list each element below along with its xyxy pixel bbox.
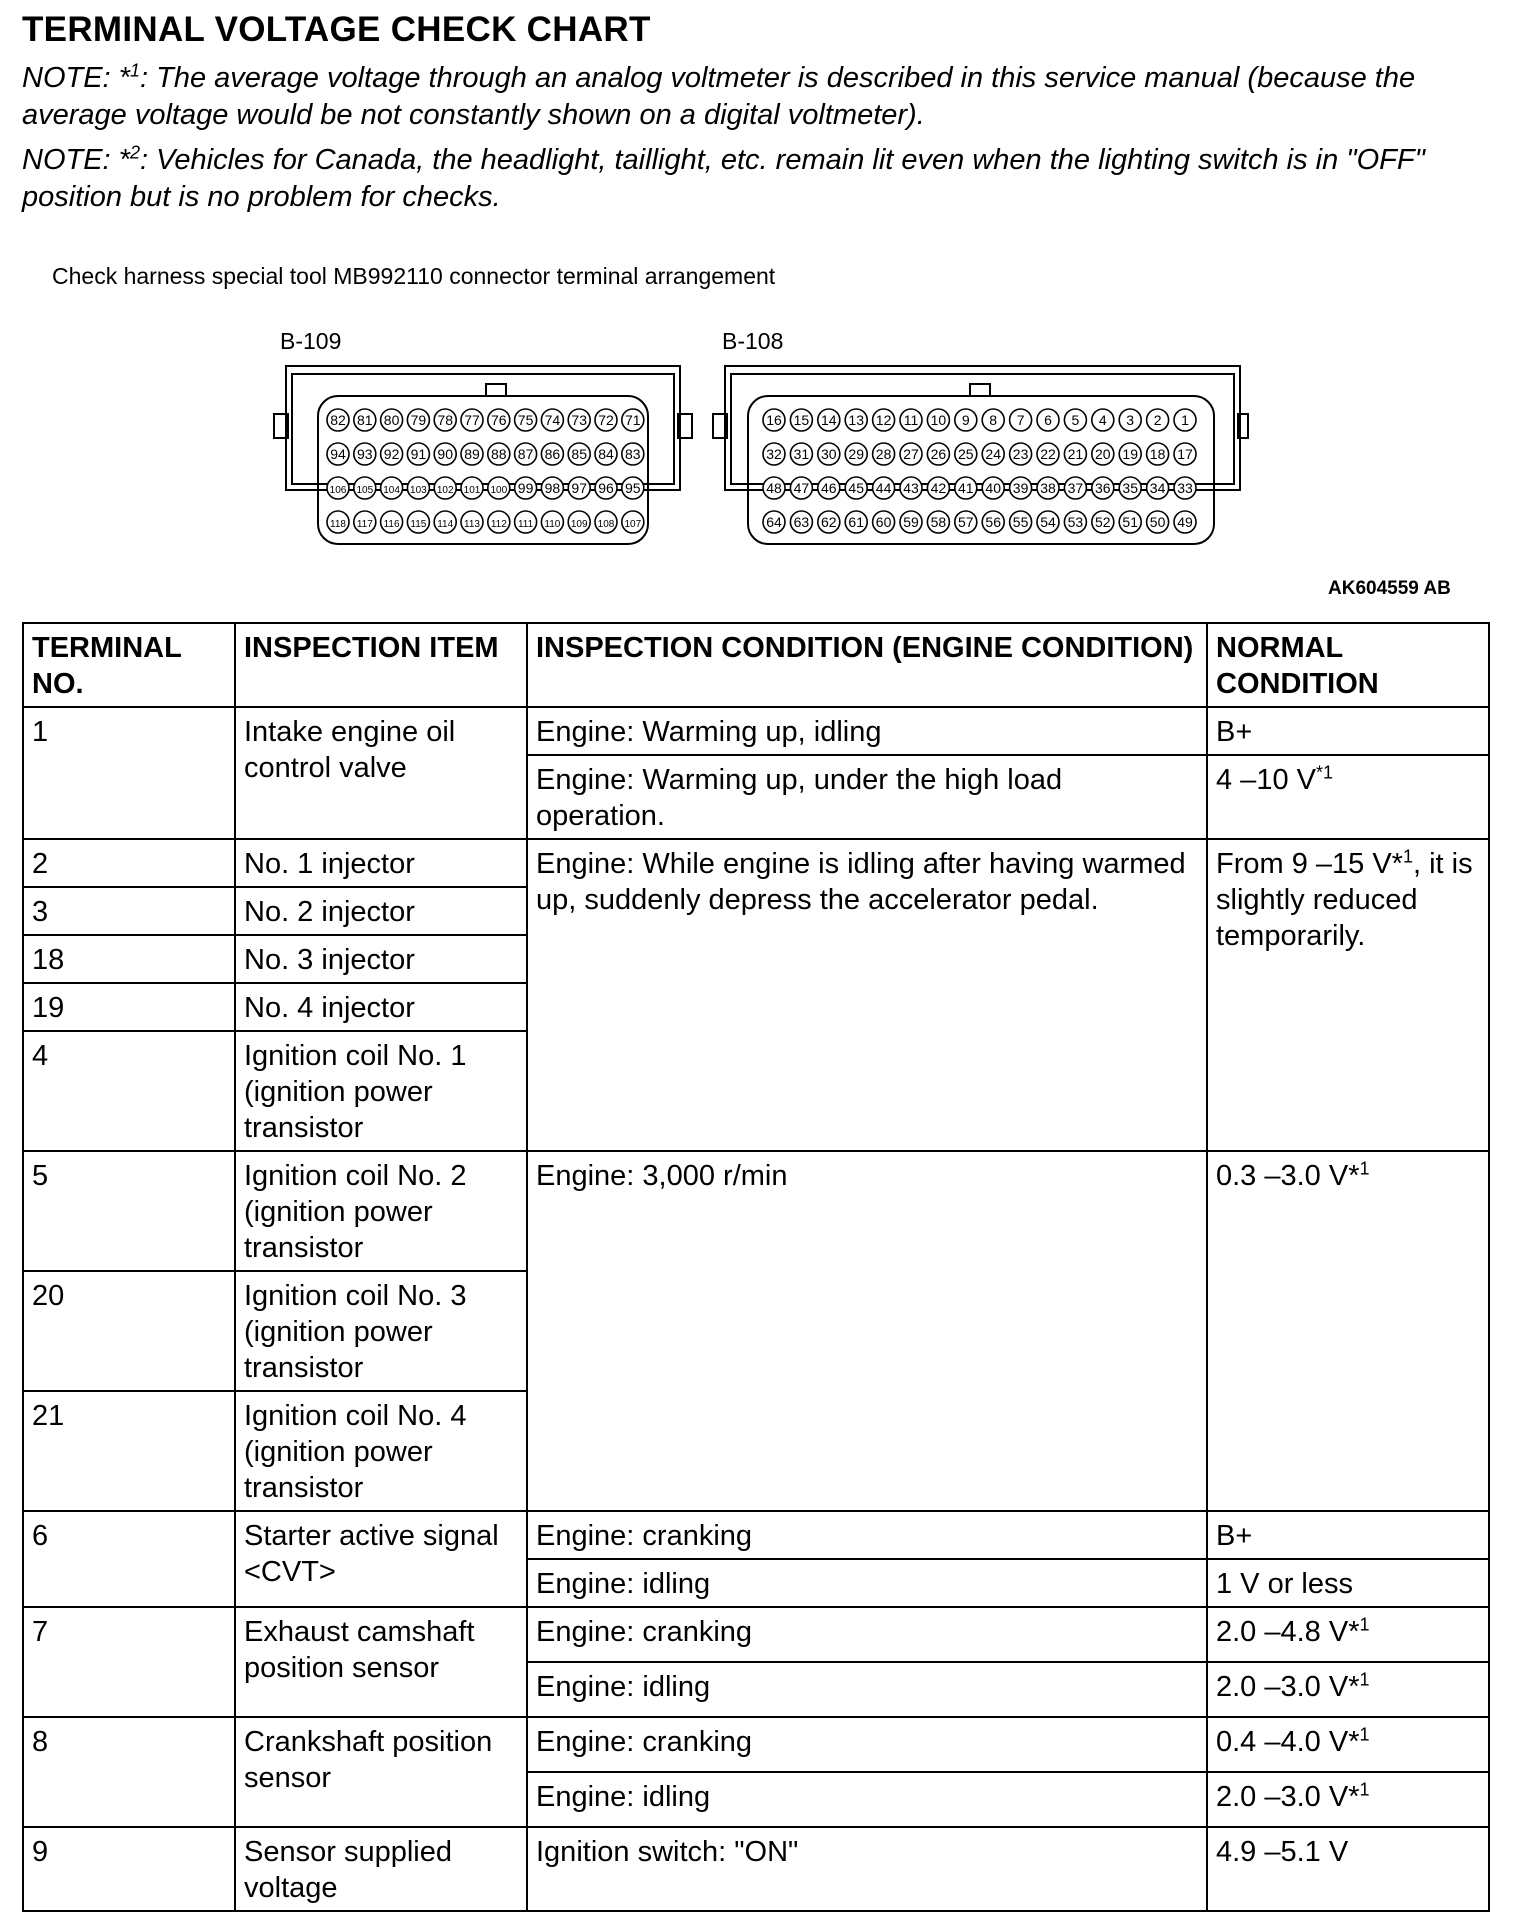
terminal-pin-label: 81 [357, 412, 373, 428]
note-2: NOTE: *$^2$: Vehicles for Canada, the headlight, taillight, etc. remain lit even when the lighting switch is in "OFF" position but is no problem for checks. [22, 142, 1425, 213]
item-cell: Exhaust camshaft position sensor [235, 1607, 527, 1717]
terminal-pin-label: 63 [793, 514, 810, 530]
terminal-pin-label: 14 [821, 412, 837, 428]
item-cell: Sensor supplied voltage [235, 1827, 527, 1911]
terminal-cell: 7 [23, 1607, 235, 1717]
normal-cell-injectors: From 9 –15 V*$^1$, it is slightly reduced temporarily. [1207, 839, 1489, 1151]
terminal-pin-label: 95 [625, 480, 641, 496]
terminal-pin-label: 106 [329, 485, 347, 496]
normal-cell: B+ [1207, 707, 1489, 755]
terminal-pin-label: 93 [357, 446, 373, 462]
terminal-cell: 8 [23, 1717, 235, 1827]
item-cell: No. 1 injector [235, 839, 527, 887]
terminal-cell: 4 [23, 1031, 235, 1151]
terminal-pin-label: 98 [544, 480, 561, 496]
terminal-pin-label: 59 [903, 514, 919, 530]
terminal-pin-label: 115 [410, 519, 427, 530]
terminal-pin-label: 3 [1126, 412, 1135, 428]
terminal-pin-label: 107 [624, 519, 642, 530]
terminal-pin-label: 55 [1012, 514, 1029, 530]
terminal-pin-label: 23 [1012, 446, 1029, 462]
terminal-pin-label: 42 [930, 480, 947, 496]
normal-cell: 4.9 –5.1 V [1207, 1827, 1489, 1911]
terminal-pin-label: 16 [766, 412, 782, 428]
terminal-pin-label: 80 [383, 412, 400, 428]
terminal-pin-label: 72 [598, 412, 614, 428]
terminal-pin-label: 24 [985, 446, 1001, 462]
condition-cell: Engine: idling [527, 1559, 1207, 1607]
terminal-pin-label: 37 [1067, 480, 1084, 496]
terminal-cell: 6 [23, 1511, 235, 1607]
terminal-pin-label: 47 [793, 480, 810, 496]
terminal-pin-label: 40 [985, 480, 1001, 496]
terminal-pin-label: 45 [848, 480, 864, 496]
normal-cell: 2.0 –3.0 V*$^1$ [1207, 1662, 1489, 1717]
item-cell: Starter active signal <CVT> [235, 1511, 527, 1607]
terminal-pin-label: 78 [437, 412, 453, 428]
terminal-pin-label: 77 [464, 412, 480, 428]
terminal-pin-label: 50 [1149, 514, 1166, 530]
terminal-pin-label: 58 [930, 514, 947, 530]
terminal-pin-label: 53 [1067, 514, 1084, 530]
terminal-pin-label: 84 [598, 446, 614, 462]
header-inspection-condition: INSPECTION CONDITION (ENGINE CONDITION) [527, 623, 1207, 707]
normal-cell-ignition: 0.3 –3.0 V*$^1$ [1207, 1151, 1489, 1511]
terminal-pin-label: 85 [571, 446, 587, 462]
item-cell: Intake engine oil control valve [235, 707, 527, 839]
terminal-pin-label: 114 [437, 519, 454, 530]
terminal-pin-label: 9 [961, 412, 970, 428]
terminal-pin-label: 105 [356, 485, 374, 496]
terminal-pin-label: 10 [930, 412, 947, 428]
terminal-pin-label: 11 [903, 412, 919, 428]
condition-cell: Engine: cranking [527, 1717, 1207, 1772]
terminal-pin-label: 49 [1177, 514, 1193, 530]
condition-cell-ignition: Engine: 3,000 r/min [527, 1151, 1207, 1511]
terminal-pin-label: 116 [383, 519, 400, 530]
terminal-pin-label: 79 [410, 412, 427, 428]
terminal-pin-label: 87 [517, 446, 534, 462]
item-cell: Crankshaft position sensor [235, 1717, 527, 1827]
terminal-pin-label: 33 [1177, 480, 1193, 496]
table-row [23, 839, 1489, 887]
terminal-pin-label: 94 [330, 446, 346, 462]
condition-cell: Engine: Warming up, under the high load operation. [527, 755, 1207, 839]
terminal-pin-label: 90 [437, 446, 453, 462]
table-header-row [23, 623, 1489, 707]
terminal-pin-label: 86 [544, 446, 561, 462]
terminal-pin-label: 19 [1122, 446, 1138, 462]
header-terminal-no: TERMINAL NO. [23, 623, 235, 707]
terminal-pin-label: 76 [491, 412, 507, 428]
header-normal-condition: NORMAL CONDITION [1207, 623, 1489, 707]
table-row [23, 1607, 1489, 1662]
terminal-pin-label: 113 [464, 519, 480, 530]
terminal-pin-label: 83 [625, 446, 641, 462]
normal-cell: 2.0 –4.8 V*$^1$ [1207, 1607, 1489, 1662]
figure-id: AK604559 AB [1328, 578, 1451, 599]
item-cell: No. 3 injector [235, 935, 527, 983]
terminal-pin-label: 110 [544, 519, 561, 530]
terminal-pin-label: 82 [330, 412, 346, 428]
connector-b108-pins [763, 409, 1196, 533]
terminal-pin-label: 100 [490, 485, 508, 496]
terminal-pin-label: 48 [766, 480, 782, 496]
normal-cell: 1 V or less [1207, 1559, 1489, 1607]
condition-cell: Engine: Warming up, idling [527, 707, 1207, 755]
table-row [23, 1511, 1489, 1559]
terminal-cell: 19 [23, 983, 235, 1031]
normal-cell: 0.4 –4.0 V*$^1$ [1207, 1717, 1489, 1772]
terminal-pin-label: 61 [848, 514, 864, 530]
terminal-pin-label: 64 [766, 514, 782, 530]
condition-cell: Ignition switch: "ON" [527, 1827, 1207, 1911]
terminal-pin-label: 117 [356, 519, 373, 530]
terminal-pin-label: 27 [903, 446, 919, 462]
terminal-pin-label: 91 [410, 446, 427, 462]
terminal-pin-label: 75 [517, 412, 534, 428]
terminal-pin-label: 97 [571, 480, 587, 496]
terminal-pin-label: 118 [330, 519, 346, 530]
terminal-pin-label: 20 [1095, 446, 1111, 462]
terminal-pin-label: 7 [1016, 412, 1025, 428]
terminal-pin-label: 111 [517, 519, 534, 530]
terminal-pin-label: 29 [848, 446, 864, 462]
figure-caption: Check harness special tool MB992110 connector terminal arrangement [52, 263, 776, 289]
terminal-cell: 1 [23, 707, 235, 839]
terminal-pin-label: 41 [958, 480, 974, 496]
condition-cell: Engine: cranking [527, 1607, 1207, 1662]
condition-cell-injectors: Engine: While engine is idling after having warmed up, suddenly depress the accelerator pedal. [527, 839, 1207, 1151]
terminal-pin-label: 44 [875, 480, 892, 496]
terminal-pin-label: 96 [598, 480, 614, 496]
terminal-pin-label: 108 [597, 519, 615, 530]
normal-cell: 2.0 –3.0 V*$^1$ [1207, 1772, 1489, 1827]
condition-cell: Engine: cranking [527, 1511, 1207, 1559]
terminal-pin-label: 36 [1095, 480, 1111, 496]
terminal-pin-label: 5 [1071, 412, 1080, 428]
terminal-pin-label: 71 [625, 412, 641, 428]
terminal-pin-label: 52 [1095, 514, 1111, 530]
terminal-pin-label: 109 [570, 519, 588, 530]
item-cell: No. 4 injector [235, 983, 527, 1031]
terminal-pin-label: 74 [544, 412, 561, 428]
terminal-pin-label: 62 [821, 514, 837, 530]
terminal-pin-label: 102 [436, 485, 454, 496]
terminal-pin-label: 103 [410, 485, 427, 496]
terminal-pin-label: 99 [517, 480, 534, 496]
terminal-pin-label: 25 [958, 446, 974, 462]
terminal-cell: 21 [23, 1391, 235, 1511]
normal-cell: B+ [1207, 1511, 1489, 1559]
header-inspection-item: INSPECTION ITEM [235, 623, 527, 707]
terminal-pin-label: 8 [989, 412, 998, 428]
terminal-pin-label: 101 [463, 485, 481, 496]
connector-diagram [270, 360, 1250, 560]
terminal-cell: 3 [23, 887, 235, 935]
terminal-pin-label: 43 [903, 480, 919, 496]
condition-cell: Engine: idling [527, 1772, 1207, 1827]
terminal-cell: 18 [23, 935, 235, 983]
terminal-pin-label: 1 [1181, 412, 1189, 428]
table-row [23, 1827, 1489, 1911]
normal-cell: 4 –10 $V^{*1}$ [1207, 755, 1489, 839]
terminal-pin-label: 4 [1098, 412, 1107, 428]
terminal-pin-label: 51 [1122, 514, 1138, 530]
table-row [23, 1717, 1489, 1772]
note-1: NOTE: *$^1$: The average voltage through an analog voltmeter is described in this service manual (because the average voltage would be not constantly shown on a digital voltmeter). [22, 60, 1416, 131]
terminal-pin-label: 30 [821, 446, 837, 462]
terminal-pin-label: 35 [1122, 480, 1138, 496]
terminal-voltage-table [22, 622, 1490, 1912]
terminal-pin-label: 34 [1149, 480, 1166, 496]
terminal-pin-label: 26 [930, 446, 947, 462]
terminal-pin-label: 17 [1177, 446, 1193, 462]
item-cell: Ignition coil No. 4 (ignition power transistor [235, 1391, 527, 1511]
terminal-pin-label: 2 [1153, 412, 1162, 428]
connector-b109-pins [327, 409, 644, 533]
item-cell: Ignition coil No. 2 (ignition power transistor [235, 1151, 527, 1271]
terminal-pin-label: 92 [383, 446, 400, 462]
terminal-cell: 20 [23, 1271, 235, 1391]
item-cell: Ignition coil No. 1 (ignition power transistor [235, 1031, 527, 1151]
table-row [23, 1151, 1489, 1271]
terminal-pin-label: 18 [1149, 446, 1166, 462]
terminal-pin-label: 89 [464, 446, 480, 462]
terminal-pin-label: 22 [1040, 446, 1056, 462]
terminal-pin-label: 60 [875, 514, 892, 530]
terminal-pin-label: 38 [1040, 480, 1056, 496]
connector-label-b109: B-109 [280, 328, 342, 354]
terminal-pin-label: 21 [1067, 446, 1084, 462]
terminal-pin-label: 57 [958, 514, 974, 530]
terminal-pin-label: 39 [1012, 480, 1029, 496]
terminal-pin-label: 88 [491, 446, 507, 462]
terminal-pin-label: 13 [848, 412, 864, 428]
terminal-pin-label: 31 [793, 446, 810, 462]
page-title: TERMINAL VOLTAGE CHECK CHART [22, 10, 651, 49]
terminal-pin-label: 6 [1044, 412, 1052, 428]
terminal-pin-label: 28 [875, 446, 892, 462]
item-cell: Ignition coil No. 3 (ignition power transistor [235, 1271, 527, 1391]
terminal-cell: 2 [23, 839, 235, 887]
terminal-pin-label: 104 [383, 485, 400, 496]
terminal-pin-label: 15 [793, 412, 810, 428]
connector-label-b108: B-108 [722, 328, 784, 354]
item-cell: No. 2 injector [235, 887, 527, 935]
terminal-pin-label: 32 [766, 446, 782, 462]
terminal-pin-label: 54 [1040, 514, 1056, 530]
table-row [23, 707, 1489, 755]
condition-cell: Engine: idling [527, 1662, 1207, 1717]
terminal-cell: 9 [23, 1827, 235, 1911]
terminal-pin-label: 56 [985, 514, 1001, 530]
terminal-pin-label: 112 [490, 519, 507, 530]
terminal-pin-label: 73 [571, 412, 587, 428]
terminal-pin-label: 12 [875, 412, 892, 428]
terminal-cell: 5 [23, 1151, 235, 1271]
terminal-pin-label: 46 [821, 480, 837, 496]
